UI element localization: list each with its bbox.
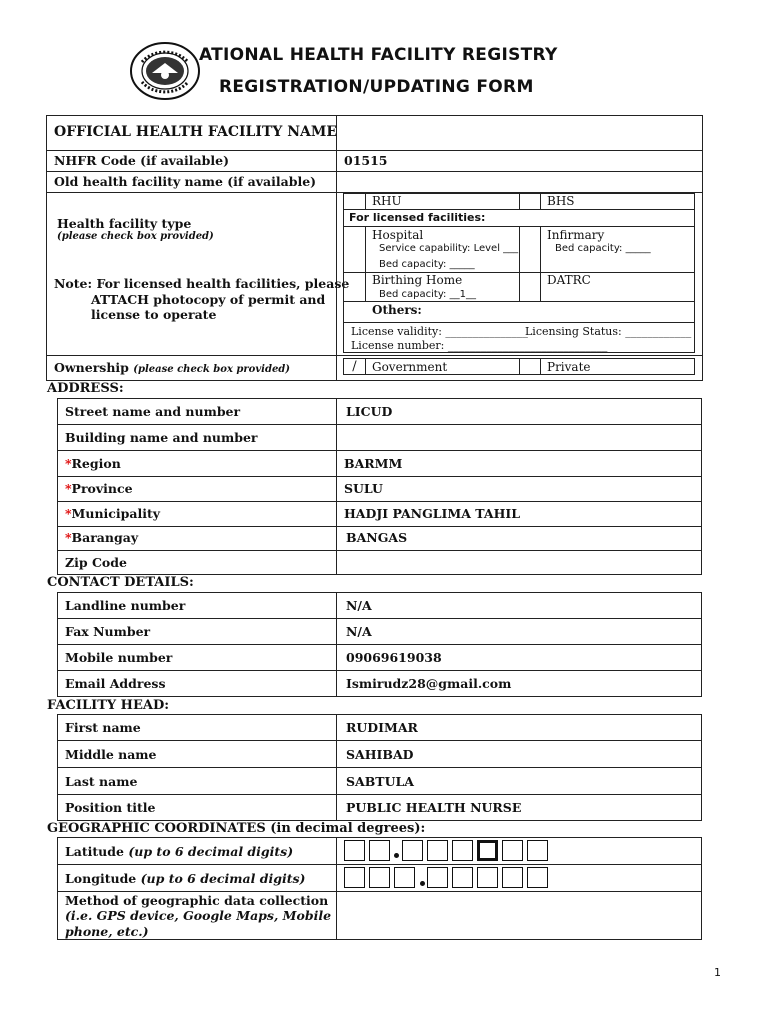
birthing-home-checkbox[interactable] bbox=[344, 273, 365, 301]
licensed-facilities-heading: For licensed facilities: bbox=[349, 211, 486, 224]
license-validity: License validity: _______________ bbox=[351, 325, 528, 338]
ownership-hint: (please check box provided) bbox=[133, 364, 291, 375]
latitude-digit-box[interactable] bbox=[527, 840, 548, 861]
birthing-bed-capacity: Bed capacity: __1__ bbox=[379, 289, 476, 300]
province-label: *Province bbox=[65, 481, 133, 496]
licensing-status: Licensing Status: ____________ bbox=[525, 325, 692, 338]
datrc-label: DATRC bbox=[547, 273, 591, 287]
infirmary-bed-capacity: Bed capacity: _____ bbox=[555, 243, 651, 254]
street-field[interactable]: LICUD bbox=[346, 404, 393, 419]
infirmary-checkbox[interactable] bbox=[520, 227, 540, 272]
longitude-label: Longitude (up to 6 decimal digits) bbox=[65, 871, 306, 886]
landline-label: Landline number bbox=[65, 598, 186, 613]
ownership-label-text: Ownership bbox=[54, 360, 129, 375]
street-label: Street name and number bbox=[65, 404, 241, 419]
latitude-digit-box[interactable] bbox=[502, 840, 523, 861]
longitude-digit-box[interactable] bbox=[527, 867, 548, 888]
position-title-label: Position title bbox=[65, 800, 156, 815]
building-label: Building name and number bbox=[65, 430, 258, 445]
old-name-field[interactable] bbox=[344, 174, 694, 190]
private-label: Private bbox=[547, 360, 591, 374]
bhs-checkbox[interactable] bbox=[520, 194, 540, 209]
latitude-digit-box[interactable] bbox=[344, 840, 365, 861]
fax-field[interactable]: N/A bbox=[346, 624, 372, 639]
fax-label: Fax Number bbox=[65, 624, 151, 639]
old-name-label: Old health facility name (if available) bbox=[54, 174, 317, 189]
address-heading: ADDRESS: bbox=[47, 381, 124, 396]
form-title: ATIONAL HEALTH FACILITY REGISTRY bbox=[199, 45, 558, 65]
government-checkbox[interactable]: / bbox=[352, 359, 357, 374]
mobile-field[interactable]: 09069619038 bbox=[346, 650, 442, 665]
barangay-label: *Barangay bbox=[65, 530, 139, 545]
last-name-field[interactable]: SABTULA bbox=[346, 774, 414, 789]
middle-name-field[interactable]: SAHIBAD bbox=[346, 747, 414, 762]
position-title-field[interactable]: PUBLIC HEALTH NURSE bbox=[346, 800, 522, 815]
rhu-checkbox[interactable] bbox=[344, 194, 365, 209]
mobile-label: Mobile number bbox=[65, 650, 173, 665]
contact-heading: CONTACT DETAILS: bbox=[47, 575, 194, 590]
official-name-field[interactable] bbox=[344, 124, 694, 146]
geo-heading: GEOGRAPHIC COORDINATES (in decimal degrees): bbox=[47, 821, 426, 836]
bhs-label: BHS bbox=[547, 194, 575, 208]
municipality-field[interactable]: HADJI PANGLIMA TAHIL bbox=[344, 506, 521, 521]
latitude-decimal-point bbox=[394, 853, 399, 858]
region-field[interactable]: BARMM bbox=[344, 456, 403, 471]
latitude-digit-box[interactable] bbox=[402, 840, 423, 861]
region-label: *Region bbox=[65, 456, 121, 471]
barangay-field[interactable]: BANGAS bbox=[346, 530, 408, 545]
hospital-capability: Service capability: Level ___ bbox=[379, 243, 519, 254]
facility-type-label: Health facility type bbox=[57, 216, 192, 231]
private-checkbox[interactable] bbox=[520, 359, 540, 374]
facility-type-hint: (please check box provided) bbox=[57, 231, 214, 242]
latitude-digit-box[interactable] bbox=[427, 840, 448, 861]
nhfr-code-field[interactable]: 01515 bbox=[344, 153, 388, 168]
page-number: 1 bbox=[714, 966, 721, 979]
latitude-label: Latitude (up to 6 decimal digits) bbox=[65, 844, 294, 859]
form-subtitle: REGISTRATION/UPDATING FORM bbox=[219, 77, 534, 97]
email-field[interactable]: Ismirudz28@gmail.com bbox=[346, 676, 512, 691]
longitude-decimal-point bbox=[420, 881, 425, 886]
first-name-field[interactable]: RUDIMAR bbox=[346, 720, 418, 735]
license-note-line2: ATTACH photocopy of permit and bbox=[91, 292, 326, 307]
doh-seal bbox=[130, 42, 200, 100]
zip-code-label: Zip Code bbox=[65, 555, 127, 570]
email-label: Email Address bbox=[65, 676, 166, 691]
latitude-digit-box[interactable] bbox=[369, 840, 390, 861]
hospital-checkbox[interactable] bbox=[344, 227, 365, 272]
license-note-line3: license to operate bbox=[91, 307, 217, 322]
method-label-line3: phone, etc.) bbox=[65, 924, 149, 939]
first-name-label: First name bbox=[65, 720, 141, 735]
license-note-line1: Note: For licensed health facilities, please bbox=[54, 276, 350, 291]
longitude-digit-box[interactable] bbox=[369, 867, 390, 888]
landline-field[interactable]: N/A bbox=[346, 598, 372, 613]
province-field[interactable]: SULU bbox=[344, 481, 383, 496]
datrc-checkbox[interactable] bbox=[520, 273, 540, 301]
license-number: License number: _____________________________ bbox=[351, 339, 608, 352]
zip-code-field[interactable] bbox=[346, 555, 686, 571]
method-field[interactable] bbox=[346, 896, 686, 934]
last-name-label: Last name bbox=[65, 774, 138, 789]
nhfr-code-label: NHFR Code (if available) bbox=[54, 153, 229, 168]
official-name-label: OFFICIAL HEALTH FACILITY NAME bbox=[54, 124, 338, 140]
longitude-digit-box[interactable] bbox=[452, 867, 473, 888]
longitude-digit-box[interactable] bbox=[427, 867, 448, 888]
hospital-label: Hospital bbox=[372, 228, 424, 242]
facility-head-heading: FACILITY HEAD: bbox=[47, 698, 170, 713]
building-field[interactable] bbox=[346, 430, 686, 446]
latitude-digit-box[interactable] bbox=[477, 840, 498, 861]
method-label-line1: Method of geographic data collection bbox=[65, 893, 329, 908]
method-label-line2: (i.e. GPS device, Google Maps, Mobile bbox=[65, 908, 332, 923]
longitude-digit-box[interactable] bbox=[502, 867, 523, 888]
rhu-label: RHU bbox=[372, 194, 402, 208]
longitude-digit-box[interactable] bbox=[344, 867, 365, 888]
government-label: Government bbox=[372, 360, 448, 374]
latitude-digit-box[interactable] bbox=[452, 840, 473, 861]
middle-name-label: Middle name bbox=[65, 747, 157, 762]
longitude-digit-box[interactable] bbox=[394, 867, 415, 888]
municipality-label: *Municipality bbox=[65, 506, 161, 521]
birthing-home-label: Birthing Home bbox=[372, 273, 463, 287]
ownership-label bbox=[54, 360, 290, 375]
hospital-bed-capacity: Bed capacity: _____ bbox=[379, 259, 475, 270]
infirmary-label: Infirmary bbox=[547, 228, 605, 242]
longitude-digit-box[interactable] bbox=[477, 867, 498, 888]
others-label: Others: bbox=[372, 303, 422, 317]
